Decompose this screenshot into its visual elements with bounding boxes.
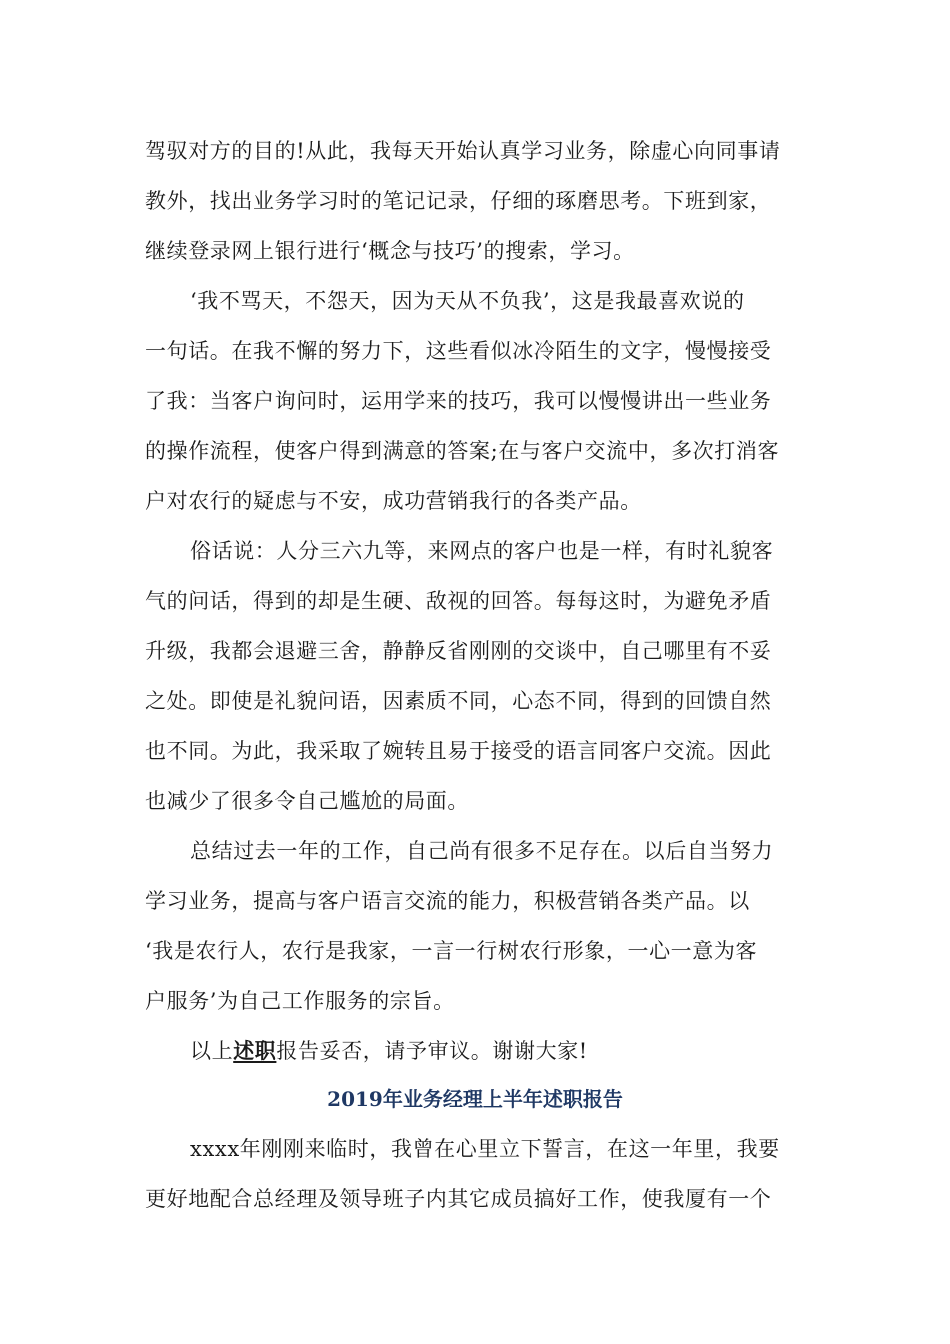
paragraph-line: 也减少了很多令自己尴尬的局面。 [145, 789, 469, 813]
paragraph-line: 气的问话，得到的却是生硬、敌视的回答。每每这时，为避免矛盾 [145, 589, 772, 613]
paragraph-line: 了我：当客户询问时，运用学来的技巧，我可以慢慢讲出一些业务 [145, 389, 772, 413]
paragraph-line: 也不同。为此，我采取了婉转且易于接受的语言同客户交流。因此 [145, 739, 772, 763]
keyword-link[interactable]: 述职 [233, 1038, 277, 1063]
paragraph-line: 驾驭对方的目的!从此，我每天开始认真学习业务，除虚心向同事请 [145, 139, 781, 163]
closing-text-after: 报告妥否，请予审议。谢谢大家! [276, 1039, 588, 1063]
paragraph-line: 学习业务，提高与客户语言交流的能力，积极营销各类产品。以 [145, 889, 750, 913]
paragraph-line: ‘我是农行人，农行是我家，一言一行树农行形象，一心一意为客 [145, 939, 758, 963]
paragraph-line: 总结过去一年的工作，自己尚有很多不足存在。以后自当努力 [190, 839, 774, 863]
closing-paragraph [190, 1036, 815, 1066]
paragraph-line: 一句话。在我不懈的努力下，这些看似冰冷陌生的文字，慢慢接受 [145, 339, 772, 363]
closing-text-before: 以上 [190, 1039, 234, 1063]
paragraph-line: 升级，我都会退避三舍，静静反省刚刚的交谈中，自己哪里有不妥 [145, 639, 772, 663]
paragraph-line: 户服务’为自己工作服务的宗旨。 [145, 989, 455, 1013]
section-heading: 2019年业务经理上半年述职报告 [327, 1087, 623, 1111]
paragraph-line: 教外，找出业务学习时的笔记记录，仔细的琢磨思考。下班到家， [145, 189, 772, 213]
paragraph-line: 更好地配合总经理及领导班子内其它成员搞好工作，使我厦有一个 [145, 1187, 772, 1211]
paragraph-line: ‘我不骂天，不怨天，因为天从不负我’，这是我最喜欢说的 [190, 289, 745, 313]
paragraph-line: 之处。即使是礼貌问语，因素质不同，心态不同，得到的回馈自然 [145, 689, 772, 713]
paragraph-line: 继续登录网上银行进行‘概念与技巧’的搜索，学习。 [145, 239, 635, 263]
paragraph-line: 的操作流程，使客户得到满意的答案;在与客户交流中，多次打消客 [145, 439, 780, 463]
paragraph-line: xxxx年刚刚来临时，我曾在心里立下誓言，在这一年里，我要 [190, 1137, 780, 1161]
paragraph-line: 俗话说：人分三六九等，来网点的客户也是一样，有时礼貌客 [190, 539, 774, 563]
paragraph-line: 户对农行的疑虑与不安，成功营销我行的各类产品。 [145, 489, 642, 513]
